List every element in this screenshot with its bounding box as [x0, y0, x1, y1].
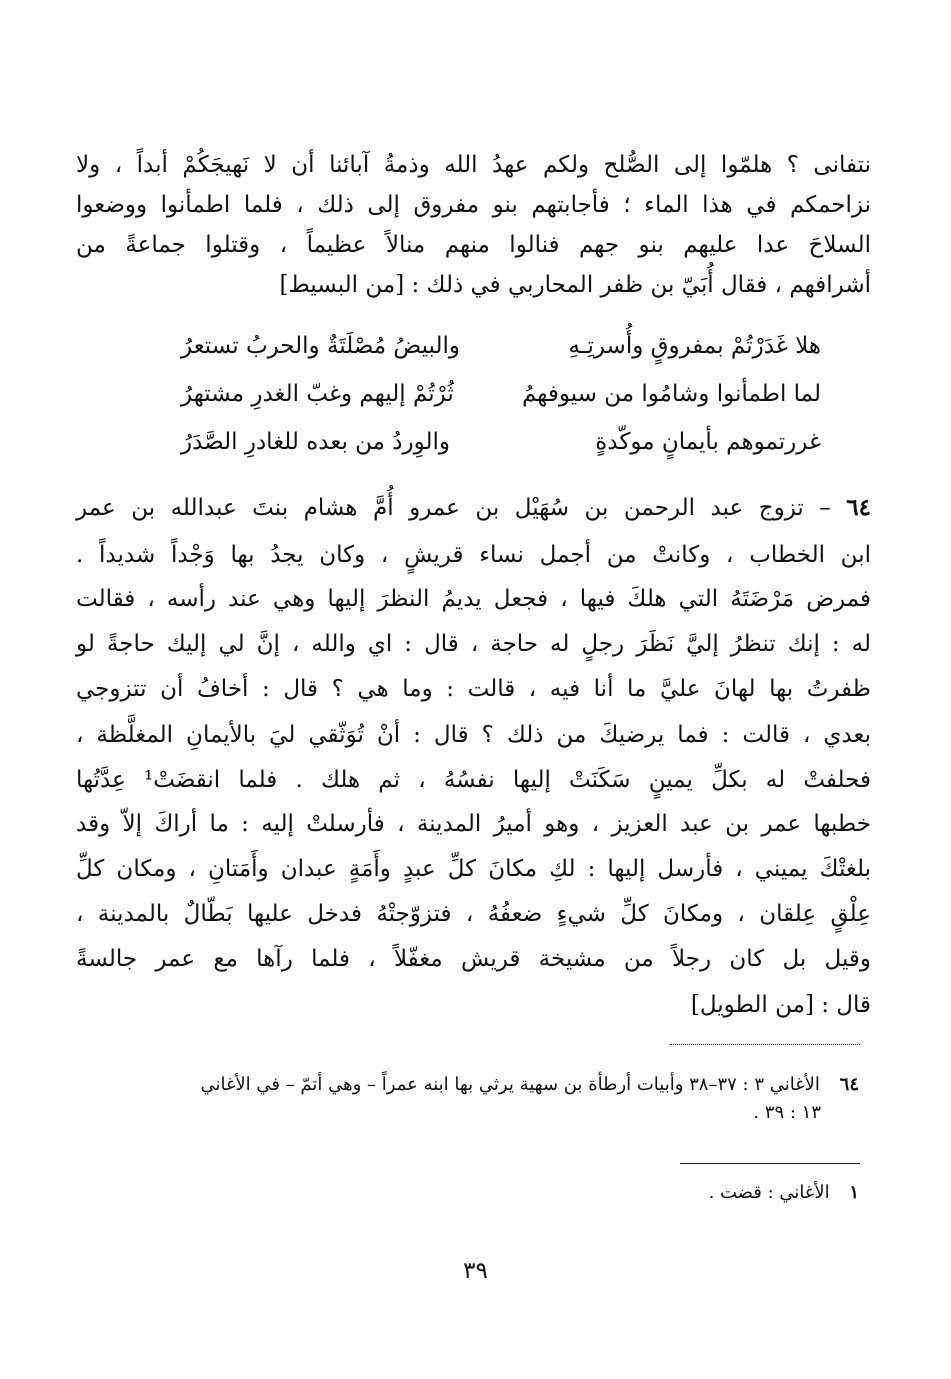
- paragraph-line: بعدي ، قالت : فما يرضيكَ من ذلك ؟ قال : أنْ تُوَثّقي ليَ بالأيمانِ المغلَّظة ،: [76, 722, 871, 748]
- verse-hemistich-second: ثُرْتُمْ إليهم وغبّ الغدرِ مشتهرُ: [181, 381, 454, 407]
- paragraph-line: نتفانى ؟ هلمّوا إلى الصُّلح ولكم عهدُ الله وذمةُ آبائنا أن لا نَهيجَكُمْ أبداً ، ولا: [76, 152, 871, 178]
- paragraph-line: خطبها عمر بن عبد العزيز ، وهو أميرُ المدينة ، فأرسلتْ إليه : ما أراكَ إلاّ وقد: [76, 811, 871, 837]
- page-number: ٣٩: [463, 1258, 488, 1284]
- footnote-text: الأغاني : قضت .: [708, 1182, 830, 1203]
- footnote: [124, 1180, 859, 1206]
- paragraph-line: ابن الخطاب ، وكانتْ من أجمل نساء قريشٍ ، وكان يجدُ بها وَجْداً شديداً .: [76, 542, 871, 568]
- verse-line: [181, 331, 821, 361]
- paragraph-line: قال : [من الطويل]: [690, 992, 871, 1018]
- paragraph-line: السلاحَ عدا عليهم بنو جهم فنالوا منهم منالاً عظيماً ، وقتلوا جماعةً من: [76, 232, 871, 258]
- footnote-rule: [680, 1163, 860, 1164]
- verse-line: [181, 379, 821, 409]
- paragraph-line: فحلفتْ له بكلِّ يمينٍ سَكَنَتْ إليها نفسُهُ ، ثم هلك . فلما انقضَتْ¹ عِدَّتُها: [76, 767, 871, 793]
- paragraph-line: وقيل بل كان رجلاً من مشيخة قريش مغفّلاً ، فلما رآها مع عمر جالسةً: [76, 946, 871, 972]
- paragraph-line: له : إنك تنظرُ إليَّ نَظَرَ رجلٍ له حاجة ، قال : اي والله ، إنَّ لي إليك حاجةً لو: [76, 631, 872, 657]
- paragraph-line-first: [76, 493, 871, 523]
- verse-hemistich-second: والوِردُ من بعده للغادرِ الصَّدَرُ: [181, 429, 451, 455]
- footnote-marker: ١: [849, 1182, 859, 1203]
- verse-hemistich-first: هلا غَدَرْتُمْ بمفروقٍ وأُسرتِـهِ: [568, 333, 821, 359]
- paragraph-line: ظفرتُ بها لهانَ عليَّ ما أنا فيه ، قالت : وما هي ؟ قال : أخافُ أن تتزوجي: [76, 676, 871, 702]
- paragraph-line: بلغتْكَ يميني ، فأرسل إليها : لكِ مكانَ كلِّ عبدٍ وأَمَةٍ عبدان وأَمَتانِ ، ومكان كلِّ: [76, 856, 871, 882]
- verse-hemistich-first: لما اطمأنوا وشامُوا من سيوفهمُ: [521, 381, 821, 407]
- dotted-separator: [670, 1044, 860, 1045]
- paragraph-line: نزاحمكم في هذا الماء ؛ فأجابتهم بنو مفروق إلى ذلك ، فلما اطمأنوا ووضعوا: [76, 192, 871, 218]
- source-note-number: ٦٤: [839, 1074, 859, 1095]
- verse-line: [181, 427, 821, 457]
- verse-hemistich-second: والبيضُ مُصْلَتَةٌ والحربُ تستعرُ: [181, 333, 460, 359]
- source-note-continuation: ١٣ : ٣٩ .: [753, 1102, 821, 1123]
- paragraph-text: – تزوج عبد الرحمن بن سُهَيْل بن عمرو أُمَّ هشام بنتَ عبدالله بن عمر: [76, 495, 831, 521]
- paragraph-line: فمرض مَرْضَتَهُ التي هلكَ فيها ، فجعل يديمُ النظرَ إليها وهي عند رأسه ، فقالت: [76, 586, 871, 612]
- paragraph-line: أشرافهم ، فقال أُبَيّ بن ظفر المحاربي في ذلك : [من البسيط]: [279, 272, 871, 298]
- source-note: [124, 1072, 859, 1098]
- verse-hemistich-first: غررتموهم بأيمانٍ موكّدةٍ: [595, 429, 821, 455]
- item-number: ٦٤: [846, 494, 871, 521]
- source-note-text: الأغاني ٣ : ٣٧–٣٨ وأبيات أرطأة بن سهية يرثي بها ابنه عمراً – وهي أتمّ – في الأغاني: [200, 1074, 820, 1095]
- paragraph-line: عِلْقٍ عِلقان ، ومكانَ كلِّ شيءٍ ضعفُهُ ، فتزوّجتْهُ فدخل عليها بَطّالٌ بالمدينة ،: [76, 901, 871, 927]
